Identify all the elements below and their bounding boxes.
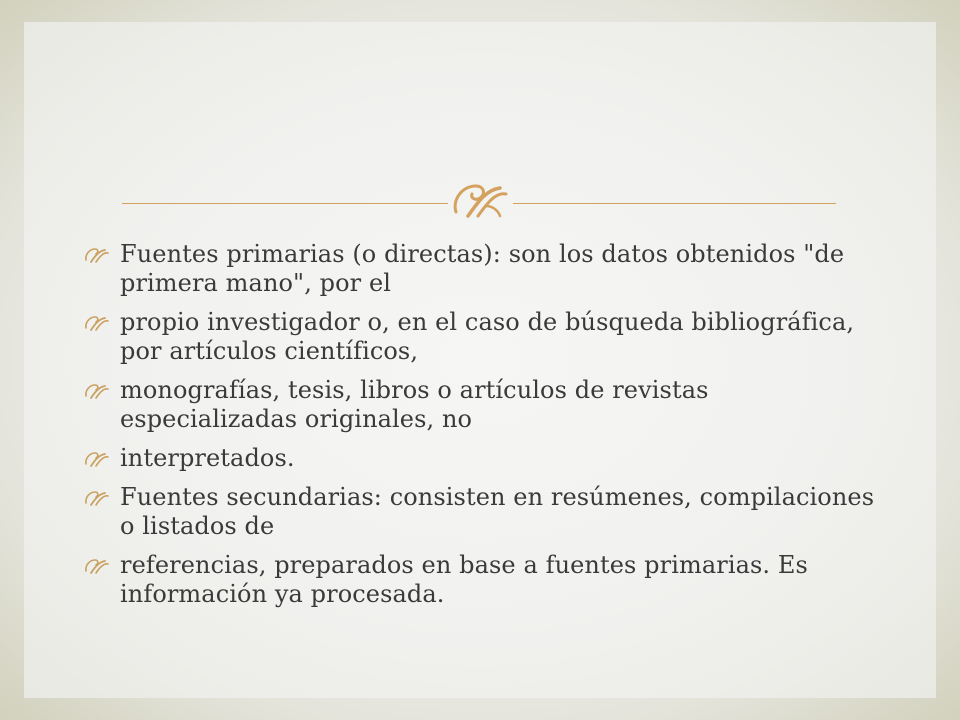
list-item	[84, 240, 884, 298]
list-item	[84, 551, 884, 609]
title-divider-left	[122, 203, 448, 204]
ornate-bullet-icon	[84, 489, 110, 507]
bullet-text: monografías, tesis, libros o artículos de revistas especializadas originales, no	[120, 376, 709, 433]
list-item	[84, 308, 884, 366]
ornate-bullet-icon	[84, 557, 110, 575]
ornate-bullet-icon	[84, 382, 110, 400]
ornate-bullet-icon	[84, 450, 110, 468]
title-divider-right	[513, 203, 836, 204]
bullet-text: interpretados.	[120, 444, 295, 472]
ornate-bullet-icon	[448, 176, 512, 224]
bullet-text: referencias, preparados en base a fuentes primarias. Es información ya procesada.	[120, 551, 808, 608]
bullet-list	[84, 240, 884, 619]
bullet-text: Fuentes primarias (o directas): son los datos obtenidos "de primera mano", por el	[120, 240, 845, 297]
list-item	[84, 483, 884, 541]
bullet-text: Fuentes secundarias: consisten en resúmenes, compilaciones o listados de	[120, 483, 875, 540]
ornate-bullet-icon	[84, 314, 110, 332]
list-item	[84, 444, 884, 473]
list-item	[84, 376, 884, 434]
bullet-text: propio investigador o, en el caso de búsqueda bibliográfica, por artículos científicos,	[120, 308, 855, 365]
ornate-bullet-icon	[84, 246, 110, 264]
